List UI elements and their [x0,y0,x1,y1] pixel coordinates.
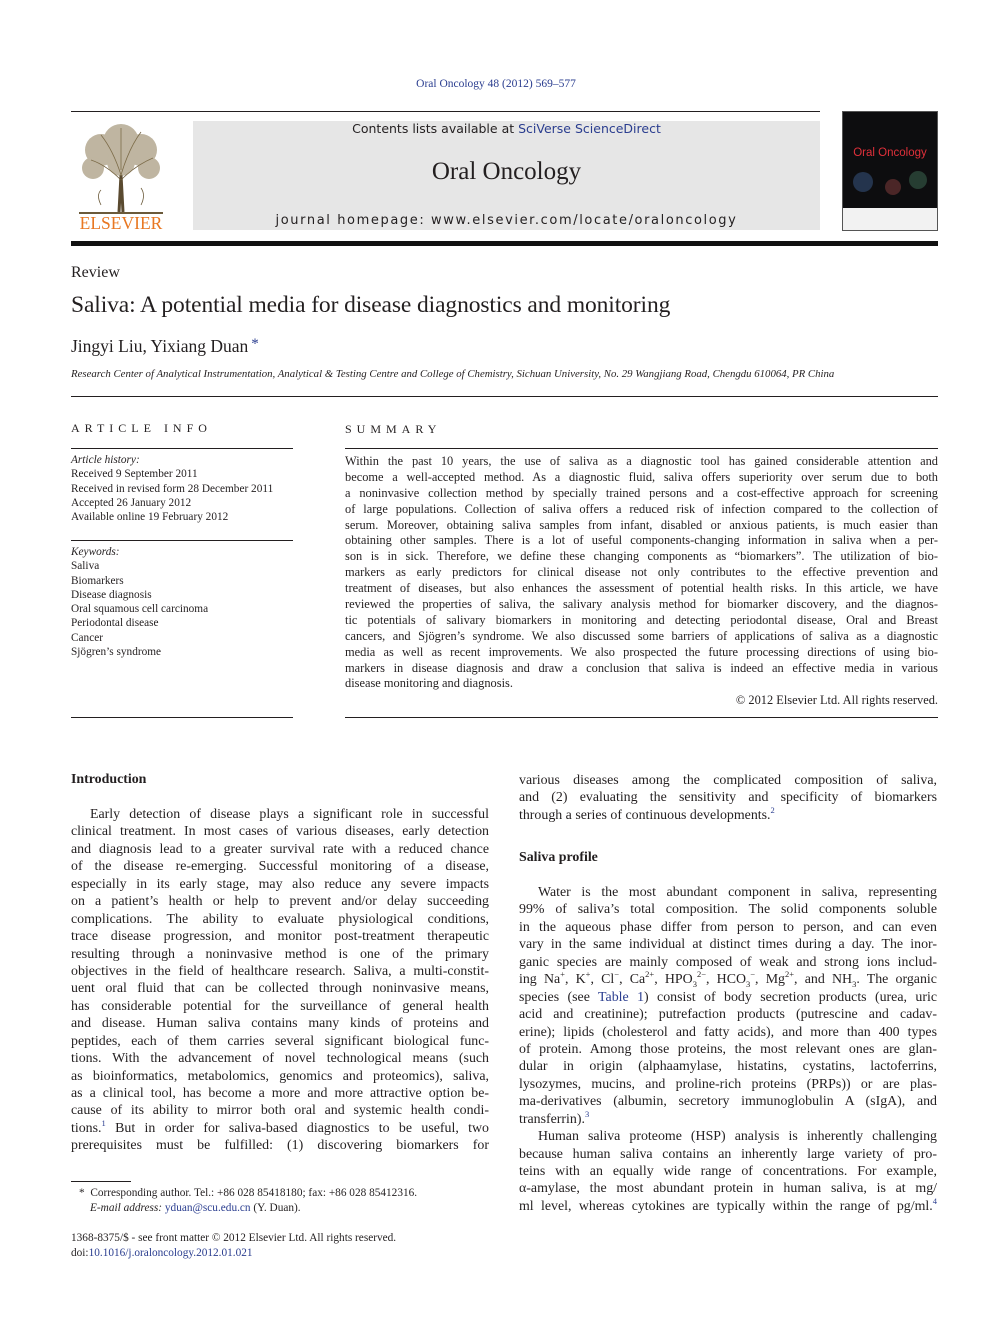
ion-hpo4: HPO [664,972,693,988]
top-rule [71,111,820,112]
body-line: peptides, each of them carries several significant biological func- [71,1033,489,1049]
body-text: . The organic [856,972,937,988]
doi-link[interactable]: 10.1016/j.oraloncology.2012.01.021 [88,1246,253,1259]
summary-line: a noninvasive collection method by specially trained persons and a cost-effective approach for screening [345,485,938,500]
subscript: 3 [852,978,857,989]
summary-line: serum. Moreover, obtaining saliva samples from infant, disabled or anxious patients, is much easier than [345,517,938,532]
body-text: species (see [519,989,599,1005]
summary-line: son is in sick. Therefore, we define these changing components as “biomarkers”. The utilization of bio- [345,549,938,564]
history-label: Article history: [71,454,140,466]
summary-line: markers as early predictors for clinical disease not only contributes to the effective prevention and [345,565,938,580]
keyword-item: Cancer [71,631,103,644]
summary-text [345,454,938,692]
body-line: acid and creatinine); putrefaction products (putrescine and cadav- [519,1007,937,1023]
charge: 2+ [645,969,655,980]
body-line [71,1117,489,1137]
body-line: vary in the same individual at distinct times during a day. The inor- [519,937,937,953]
summary-copyright: © 2012 Elsevier Ltd. All rights reserved. [735,693,938,707]
email-suffix: (Y. Duan). [250,1201,301,1214]
introduction-heading: Introduction [71,772,147,787]
body-line: trace disease progression, and monitor post-treatment therapeutic [71,929,489,945]
publication-info [71,1231,396,1260]
body-line: and (2) evaluating the sensitivity and specificity of biomarkers [519,790,937,806]
elsevier-wordmark: ELSEVIER [79,213,163,232]
journal-cover-thumbnail [842,111,938,231]
body-text: ing [519,972,544,988]
article-type: Review [71,264,120,281]
body-text: and [804,972,825,988]
summary-line: tic potentials of salivary biomarkers in monitoring and detecting periodontal disease, Oral and Breast [345,612,938,627]
saliva-profile-text [519,884,937,1215]
history-item: Received 9 September 2011 [71,468,198,481]
reference-link[interactable]: 2 [770,804,775,815]
body-line: and disease. Human saliva contains many kinds of proteins and [71,1016,489,1032]
body-line [519,989,937,1006]
charge: + [560,969,565,980]
body-line: Early detection of disease plays a significant role in successful [90,807,489,822]
charge: − [614,969,620,980]
summary-line: reviewed the properties of saliva, the salivary analysis method for biomarker discovery, and the diagnos- [345,597,938,612]
ion-k: K [575,972,586,988]
body-line: uent oral fluid that can be collected through noninvasive means, [71,981,489,997]
history-item: Available online 19 February 2012 [71,511,229,524]
history-item: Received in revised form 28 December 2011 [71,482,274,495]
reference-link[interactable]: 3 [584,1108,590,1119]
issn-line: 1368-8375/$ - see front matter © 2012 Elsevier Ltd. All rights reserved. [71,1232,397,1244]
keywords-label: Keywords: [71,546,120,558]
table-1-link[interactable]: Table 1 [598,989,645,1005]
body-line: α-amylase, the most abundant protein in human saliva, is at mg/ [519,1181,937,1197]
footnote-line [71,1186,417,1201]
article-title: Saliva: A potential media for disease diagnostics and monitoring [71,292,671,318]
ion-hco3: HCO [716,972,746,988]
author-affiliation: Research Center of Analytical Instrumentation, Analytical & Testing Centre and College of Chemistry, Sichuan University, No. 29 Wangjiang Road, Chengdu 610064, PR China [71,368,835,380]
summary-line: become a well-accepted method. As a diagnostic fluid, saliva offers superiority over serum due to both [345,469,938,484]
summary-line: media as well as recent improvements. We also prospected the future processing directions of using bio- [345,644,938,659]
ion-ca: Ca [629,972,646,988]
body-text: through a series of continuous developments. [519,807,771,823]
doi-label: doi: [71,1246,89,1259]
keyword-item: Biomarkers [71,574,124,587]
header-thick-rule [71,241,938,246]
contents-prefix: Contents lists available at [352,121,519,136]
elsevier-tree-icon [71,120,171,232]
footnote-star: * [79,1187,85,1199]
cover-title: Oral Oncology [853,147,927,159]
body-line [519,1195,937,1215]
article-info-heading: ARTICLE INFO [71,421,212,435]
summary-line: Within the past 10 years, the use of saliva as a diagnostic tool has gained considerable attention and [345,454,938,468]
ion-mg: Mg [765,972,785,988]
body-line: complications. The ability to evaluate physiological conditions, [71,911,489,927]
body-line: has considerable potential for the surveillance of general health [71,998,489,1014]
history-item: Accepted 26 January 2012 [71,496,192,509]
cover-footer-strip [843,208,937,230]
article-info-bottom-rule [71,717,293,718]
footnote-contact: Corresponding author. Tel.: +86 028 85418180; fax: +86 028 85412316. [90,1187,418,1199]
introduction-text [71,806,489,1155]
charge: 2− [696,969,706,980]
body-text: ml level, whereas cytokines are typically within the range of pg/ml. [519,1198,933,1214]
body-line: clinical treatment. In most cases of various diseases, early detection [71,824,489,840]
authors-names: Jingyi Liu, Yixiang Duan [71,336,249,356]
body-line: of protein. Among those proteins, the most relevant ones are glan- [519,1041,937,1057]
summary-line: obtaining other samples. There is a lot of useful components-changing information in saliva when a per- [345,533,938,548]
charge: − [750,969,756,980]
subscript: 3 [692,978,697,989]
author-list [71,336,259,357]
summary-rule [345,448,938,449]
affiliation-rule [71,396,938,397]
body-line: on a patient’s health or help to prevent and/or delay succeeding [71,894,489,910]
email-link[interactable]: yduan@scu.edu.cn [164,1201,251,1214]
body-line: tions. With the advancement of novel technological means (such [71,1051,489,1067]
body-line: various diseases among the complicated composition of saliva, [519,773,937,788]
corresponding-author-mark[interactable]: * [251,336,259,352]
summary-line: of large populations. Collection of saliva offers a reduced risk of infection compared to the collection of [345,501,938,516]
body-line: ganic species are mainly composed of weak and strong ions includ- [519,954,937,970]
body-line: objectives in the field of healthcare research. Saliva, a multi-constit- [71,963,489,979]
body-line: Human saliva proteome (HSP) analysis is inherently challenging [538,1129,937,1145]
body-text: tions. [71,1120,102,1136]
body-line: Water is the most abundant component in saliva, representing [538,885,937,900]
body-line: cause of its ability to mirror both oral and systemic health condi- [71,1103,489,1119]
body-text: ) consist of body secretion products (urea, uric [644,989,937,1005]
molecule-nh3: NH [831,972,853,988]
article-history [71,453,273,524]
journal-citation-link[interactable]: Oral Oncology 48 (2012) 569–577 [416,78,576,90]
body-line: and diagnosis lead to a greater survival rate with a reduced chance [71,841,489,857]
footnote-email-line [71,1201,417,1216]
contents-available-line [193,121,820,136]
journal-name: Oral Oncology [431,158,582,185]
summary-line: disease monitoring and diagnosis. [345,676,513,691]
journal-homepage[interactable]: journal homepage: www.elsevier.com/locate/oraloncology [275,213,738,228]
keyword-item: Saliva [71,560,100,573]
saliva-profile-heading: Saliva profile [519,850,598,865]
body-line: prerequisites must be fulfilled: (1) discovering biomarkers for [71,1138,489,1154]
reference-link[interactable]: 1 [101,1117,106,1128]
summary-line: cancers, and Sjögren’s syndrome. We also discussed some barriers of applications of saliva as a diagnostic [345,628,938,643]
body-text: But in order for saliva-based diagnostics to be useful, two [105,1120,489,1136]
history-keywords-rule [71,540,293,541]
body-line: lysozymes, mucins, and proline-rich proteins (PRPs)) or are plas- [519,1076,937,1092]
body-line: resulting through a noninvasive method is one of the primary [71,946,489,962]
reference-link[interactable]: 4 [932,1195,937,1206]
summary-heading: SUMMARY [345,422,442,436]
body-line: in the aqueous phase differ from person to person, and can even [519,919,937,935]
doi-line [71,1246,396,1261]
summary-line: treatment of diseases, but also enhances the assessment of potential health risks. In this article, we have [345,581,938,596]
keyword-item: Sjögren’s syndrome [71,646,162,659]
ion-na: Na [543,972,561,988]
article-info-rule [71,448,293,449]
subscript: 3 [745,978,751,989]
elsevier-tree-logo [71,120,171,232]
footnote-rule [71,1181,131,1182]
body-text: transferrin). [519,1111,585,1127]
body-line: teins with an equally wide range of concentrations. For example, [519,1164,937,1179]
summary-bottom-rule [345,717,938,718]
sciencedirect-link[interactable]: SciVerse ScienceDirect [518,121,661,136]
corresponding-author-footnote [71,1186,417,1215]
body-line: because human saliva contains an inherently large variety of pro- [519,1146,937,1162]
summary-line: markers in disease diagnosis and draw a conclusion that saliva is indeed an effective media in various [345,660,938,675]
keyword-item: Oral squamous cell carcinoma [71,603,209,616]
ion-cl: Cl [601,972,615,988]
body-line: as bioinformatics, metabolomics, genomics and proteomics), saliva, [71,1068,489,1084]
charge: + [585,969,591,980]
keyword-item: Periodontal disease [71,617,159,630]
body-line [519,804,937,824]
email-label: E-mail address: [90,1201,165,1214]
charge: 2+ [785,969,795,980]
ion-list-line: ing Na+, K+, Cl−, $Ca^{2+}$, $HPO_3^{2-}$, $HCO_3^-$, $Mg^{2+}$, and $NH_3$. The organic [519,969,937,989]
body-line: dular in origin (alphaamylase, histatins, cystatins, lactoferrins, [519,1059,937,1075]
body-line: ma-derivatives (albumin, secretory immunoglobulin A (sIgA), and [519,1094,937,1110]
introduction-continued [519,772,937,824]
keywords-list [71,545,208,659]
body-line [519,1108,937,1128]
body-line: erine); lipids (cholesterol and fatty acids), and more than 400 types [519,1024,937,1040]
body-line: 99% of saliva’s total composition. The solid components soluble [519,902,937,918]
keyword-item: Disease diagnosis [71,588,152,601]
body-line: especially in its early stage, may also reduce any severe impacts [71,876,489,892]
body-line: as a clinical tool, has become a more and more attractive option be- [71,1086,489,1101]
body-line: of the disease re-emerging. Successful monitoring of a disease, [71,859,489,875]
